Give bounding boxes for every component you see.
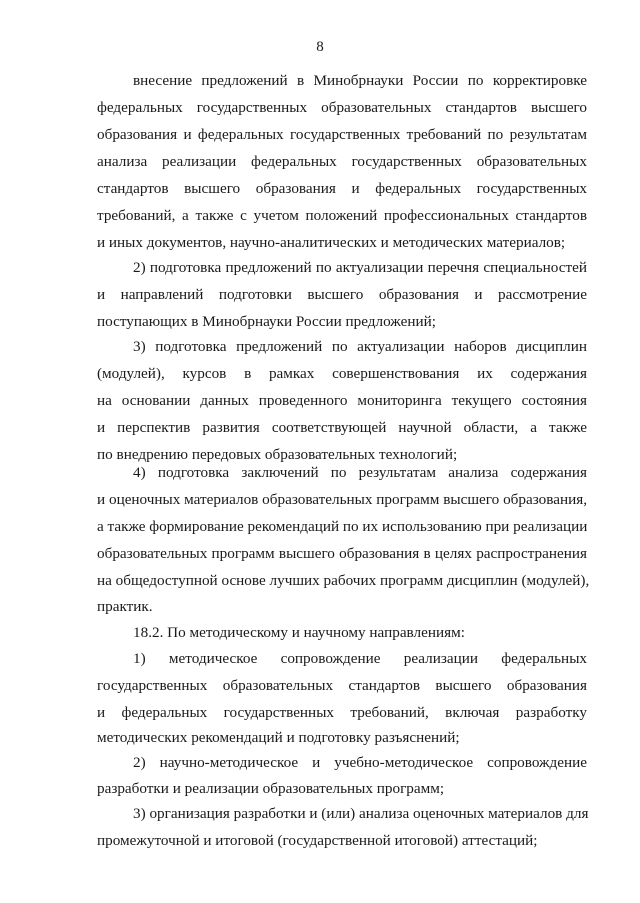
text-line: разработки и реализации образовательных программ; (97, 780, 445, 797)
text-line: (модулей), курсов в рамках совершенствования их содержания (97, 365, 587, 382)
text-line: и направлений подготовки высшего образования и рассмотрение (97, 286, 587, 303)
text-line: а также формирование рекомендаций по их использованию при реализации (97, 518, 588, 535)
text-line: 2) подготовка предложений по актуализации перечня специальностей (133, 259, 587, 276)
text-line: практик. (97, 598, 153, 615)
section-heading: 18.2. По методическому и научному направлениям: (133, 624, 465, 641)
text-line: и оценочных материалов образовательных программ высшего образования, (97, 491, 587, 508)
text-line: 3) подготовка предложений по актуализации наборов дисциплин (133, 338, 587, 355)
text-line: анализа реализации федеральных государственных образовательных (97, 153, 587, 170)
text-line: и иных документов, научно-аналитических и методических материалов; (97, 234, 566, 251)
text-line: государственных образовательных стандартов высшего образования (97, 677, 587, 694)
text-line: 1) методическое сопровождение реализации федеральных (133, 650, 587, 667)
text-line: 3) организация разработки и (или) анализа оценочных материалов для (133, 805, 589, 822)
text-line: поступающих в Минобрнауки России предложений; (97, 313, 436, 330)
text-line: промежуточной и итоговой (государственной итоговой) аттестаций; (97, 832, 538, 849)
text-line: и федеральных государственных требований, включая разработку (97, 704, 587, 721)
text-line: на общедоступной основе лучших рабочих программ дисциплин (модулей), (97, 572, 590, 589)
text-line: требований, а также с учетом положений профессиональных стандартов (97, 207, 587, 224)
text-line: образования и федеральных государственных требований по результатам (97, 126, 587, 143)
text-line: образовательных программ высшего образования в целях распространения (97, 545, 587, 562)
page-number: 8 (316, 39, 324, 55)
text-line: внесение предложений в Минобрнауки России по корректировке (133, 72, 587, 89)
text-line: 2) научно-методическое и учебно-методическое сопровождение (133, 754, 587, 771)
text-line: стандартов высшего образования и федеральных государственных (97, 180, 587, 197)
text-line: и перспектив развития соответствующей научной области, а также (97, 419, 587, 436)
text-line: 4) подготовка заключений по результатам анализа содержания (133, 464, 587, 481)
text-line: по внедрению передовых образовательных технологий; (97, 446, 458, 463)
text-line: на основании данных проведенного мониторинга текущего состояния (97, 392, 587, 409)
text-line: методических рекомендаций и подготовку разъяснений; (97, 729, 460, 746)
text-line: федеральных государственных образовательных стандартов высшего (97, 99, 587, 116)
